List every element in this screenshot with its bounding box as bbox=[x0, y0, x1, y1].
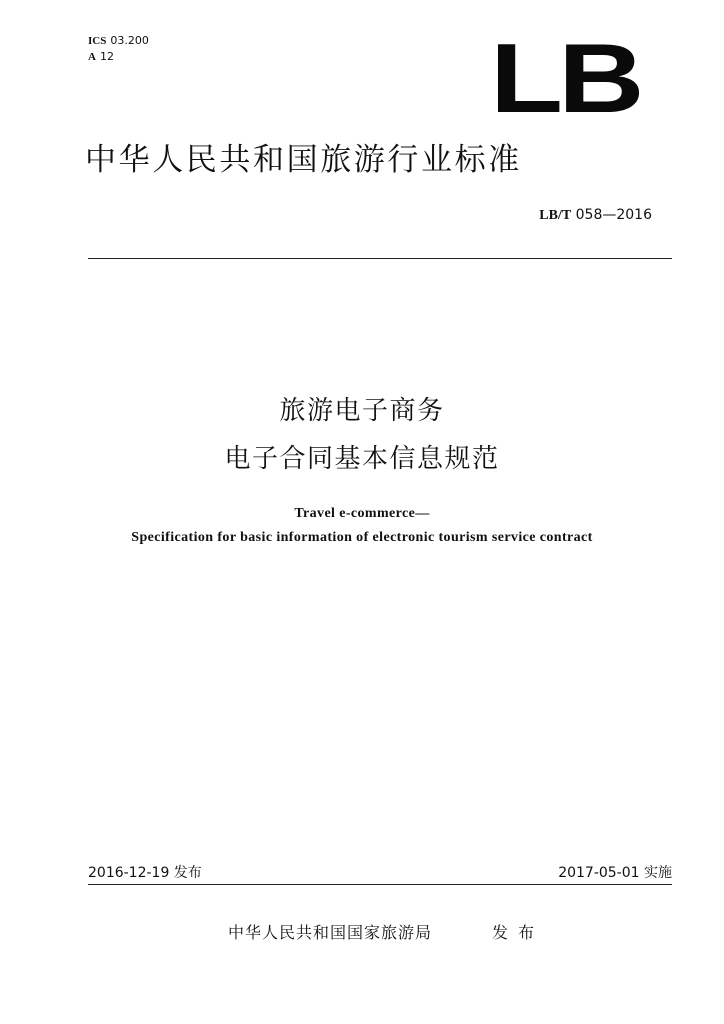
lb-logo: LB bbox=[490, 23, 640, 133]
implementation-date: 2017-05-01 实施 bbox=[558, 865, 672, 881]
chinese-title-line-2: 电子合同基本信息规范 bbox=[224, 444, 500, 474]
ics-label: ICS bbox=[88, 35, 107, 47]
publish-action: 发布 bbox=[492, 923, 545, 942]
ccs-code: 12 bbox=[99, 50, 114, 63]
ics-line bbox=[88, 33, 149, 49]
chinese-title-line-1: 旅游电子商务 bbox=[279, 396, 445, 426]
ccs-line bbox=[88, 49, 149, 65]
top-divider bbox=[88, 258, 672, 259]
ics-code: 03.200 bbox=[110, 34, 149, 47]
standard-code-number: 058—2016 bbox=[575, 207, 652, 223]
issue-date: 2016-12-19 发布 bbox=[88, 865, 202, 881]
ccs-label: A bbox=[88, 51, 96, 63]
publisher-name: 中华人民共和国国家旅游局 bbox=[228, 923, 433, 942]
bottom-divider bbox=[88, 884, 672, 885]
classification-codes bbox=[88, 33, 149, 65]
english-title-line-1: Travel e-commerce— bbox=[294, 506, 430, 521]
standard-title: 中华人民共和国旅游行业标准 bbox=[85, 142, 522, 178]
standard-code bbox=[539, 207, 652, 224]
standard-code-prefix: LB/T bbox=[539, 208, 572, 223]
english-title-line-2: Specification for basic information of electronic tourism service contract bbox=[131, 530, 593, 545]
